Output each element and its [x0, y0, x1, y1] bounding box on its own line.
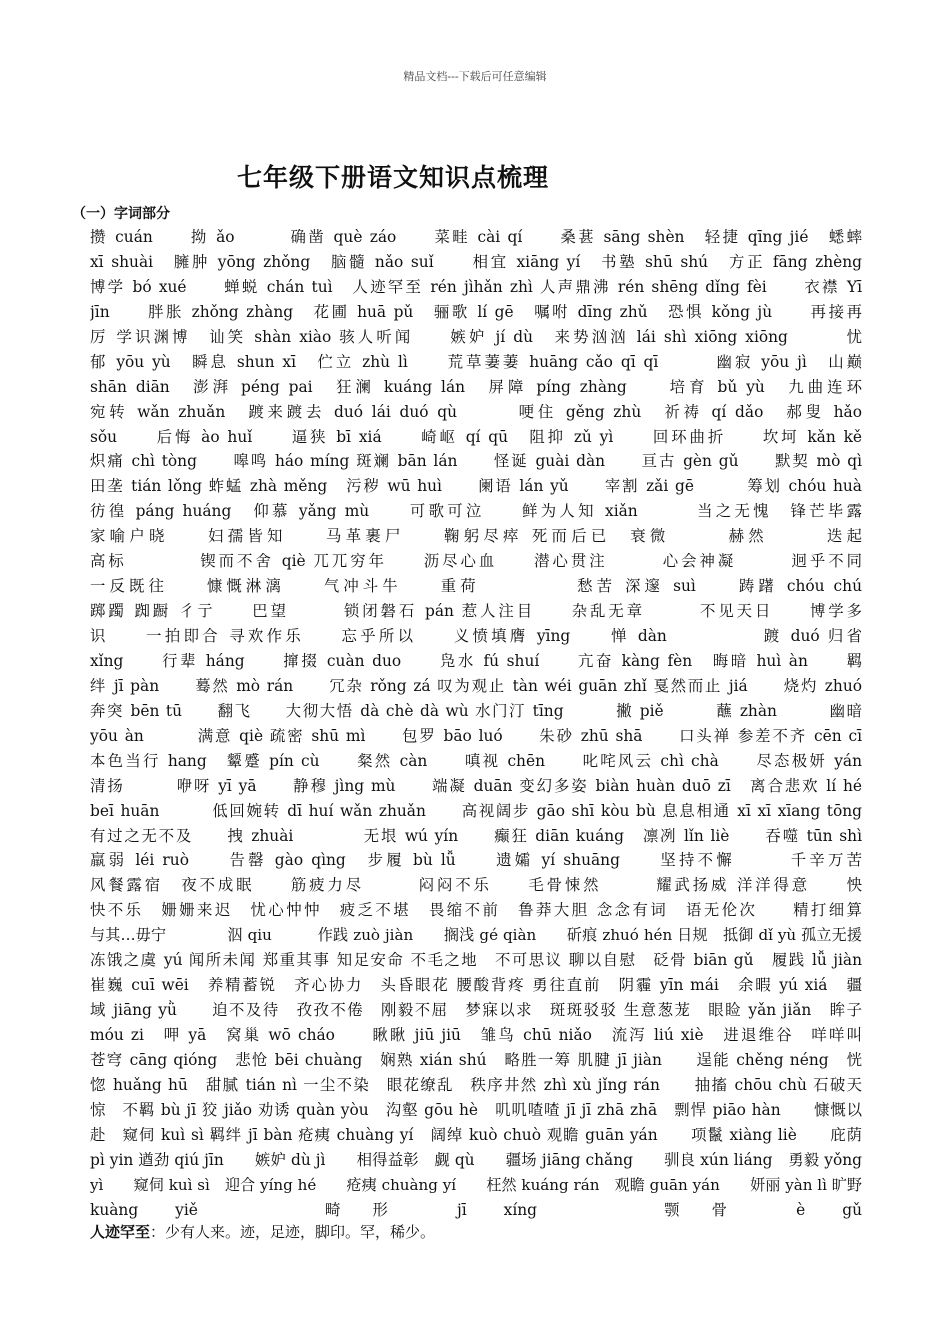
section-heading: （一）字词部分	[72, 206, 170, 222]
vocab-line: yì 窥伺 kuì sì 迎合 yíng hé 疮痍 chuàng yí 枉然 kuáng rán 观瞻 guān yán 妍丽 yàn lì 旷野	[90, 1175, 862, 1194]
vocab-line: jīn 胖胀 zhǒng zhàng 花圃 huā pǔ 骊歌 lí gē 嘱咐 dīng zhǔ 恐惧 kǒng jù 再接再	[90, 302, 862, 321]
vocab-line: 绊 jī pàn 蓦然 mò rán 冗杂 rǒng zá 叹为观止 tàn wéi guān zhǐ 戛然而止 jiá 烧灼 zhuó	[90, 676, 862, 695]
vocab-line: 快不乐 姗姗来迟 忧心忡忡 疲乏不堪 畏缩不前 鲁莽大胆 念念有词 语无伦次 精打细算	[90, 901, 862, 920]
vocab-line: 崔巍 cuī wēi 养精蓄锐 齐心协力 头昏眼花 腰酸背疼 勇往直前 阴霾 yīn mái 余暇 yú xiá 疆	[90, 976, 862, 995]
definition-note	[90, 1221, 435, 1242]
page-title: 七年级下册语文知识点梳理	[237, 163, 550, 192]
vocab-line: sǒu 后悔 ào huǐ 逼狭 bī xiá 崎岖 qí qū 阻抑 zǔ yì 回环曲折 坎坷 kǎn kě	[90, 427, 862, 446]
vocab-line: 域 jiāng yǜ 迫不及待 孜孜不倦 刚毅不屈 梦寐以求 斑斑驳驳 生意葱茏 眼睑 yǎn jiǎn 眸子	[90, 1001, 862, 1020]
vocab-line: 清扬 咿呀 yī yā 静穆 jìng mù 端凝 duān 变幻多姿 biàn huàn duō zī 离合悲欢 lí hé	[90, 776, 862, 795]
page-header: 精品文档---下载后可任意编辑	[403, 70, 547, 83]
vocab-line: 田垄 tián lǒng 蚱蜢 zhà měng 污秽 wū huì 阑语 lán yǔ 宰割 zǎi gē 筹划 chóu huà	[90, 477, 862, 496]
vocab-line: 赴 窥伺 kuì sì 羁绊 jī bàn 疮痍 chuàng yí 阔绰 kuò chuò 观瞻 guān yán 项鬣 xiàng liè 庇荫	[90, 1125, 862, 1144]
vocab-line: 宛转 wǎn zhuǎn 踱来踱去 duó lái duó qù 哽住 gěng zhù 祈祷 qí dǎo 郝叟 hǎo	[90, 402, 862, 421]
vocab-line: 一反既往 慷慨淋漓 气冲斗牛 重荷 愁苦 深邃 suì 踌躇 chóu chú	[90, 577, 862, 596]
vocab-line: beī huān 低回婉转 dī huí wǎn zhuǎn 高视阔步 gāo shī kòu bù 息息相通 xī xī xīang tōng	[90, 801, 862, 820]
vocab-line: 踯躅 踟蹰 彳亍 巴望 锁闭磐石 pán 惹人注目 杂乱无章 不见天日 博学多	[90, 602, 862, 621]
vocab-line: shān diān 澎湃 péng pai 狂澜 kuáng lán 屏障 píng zhàng 培育 bǔ yù 九曲连环	[90, 377, 862, 396]
vocab-line: 羸弱 léi ruò 告罄 gào qìng 步履 bù lǚ 遗孀 yí shuāng 坚持不懈 千辛万苦	[90, 851, 862, 870]
vocab-line: 高标 锲而不舍 qiè 兀兀穷年 沥尽心血 潜心贯注 心会神凝 迥乎不同	[90, 552, 862, 571]
vocab-line: xǐng 行辈 háng 撺掇 cuàn duo 凫水 fú shuí 亢奋 kàng fèn 晦暗 huì àn 羁	[90, 651, 862, 670]
vocab-line: 家喻户晓 妇孺皆知 马革裹尸 鞠躬尽瘁 死而后已 衰微 赫然 迭起	[90, 527, 862, 546]
vocab-line: 惊 不羁 bù jī 狡 jiǎo 劝诱 quàn yòu 沟壑 gōu hè 叽叽喳喳 jī jī zhā zhā 剽悍 piāo hàn 慷慨以	[90, 1100, 862, 1119]
vocab-line: móu zi 呷 yā 窝巢 wō cháo 瞅瞅 jiū jiū 雏鸟 chū niǎo 流泻 liú xiè 进退维谷 咩咩叫	[90, 1026, 862, 1044]
vocabulary-list	[90, 225, 862, 1223]
vocab-line: 攒 cuán 拗 ǎo 确凿 què záo 菜畦 cài qí 桑葚 sāng shèn 轻捷 qīng jié 蟋蟀	[90, 228, 862, 246]
vocab-line: 本色当行 hang 颦蹙 pín cù 粲然 càn 嗔视 chēn 叱咤风云 chì chà 尽态极妍 yán	[90, 751, 862, 770]
vocab-line: 郁 yōu yù 瞬息 shun xī 伫立 zhù lì 荒草萋萋 huāng cǎo qī qī 幽寂 yōu jì 山巅	[90, 352, 862, 371]
vocab-line: 惚 huǎng hū 甜腻 tián nì 一尘不染 眼花缭乱 秩序井然 zhì xù jǐng rán 抽搐 chōu chù 石破天	[90, 1075, 862, 1094]
vocab-line: 风餐露宿 夜不成眠 筋疲力尽 闷闷不乐 毛骨悚然 耀武扬威 洋洋得意 怏	[90, 876, 862, 895]
vocab-line: 冻饿之虞 yú 闻所未闻 郑重其事 知足安命 不毛之地 不可思议 聊以自慰 砭骨 biān gǔ 履践 lǚ jiàn	[90, 951, 862, 970]
vocab-line: 有过之无不及 拽 zhuài 无垠 wú yín 癫狂 diān kuáng 凛冽 lǐn liè 吞噬 tūn shì	[90, 826, 862, 845]
vocab-line: 与其…毋宁 泅 qiu 作践 zuò jiàn 搁浅 gé qiàn 斫痕 zhuó hén 日规 抵御 dǐ yù 孤立无援	[90, 926, 862, 945]
vocab-line: 识 一拍即合 寻欢作乐 忘乎所以 义愤填膺 yīng 惮 dàn 踱 duó 归省	[90, 627, 862, 645]
vocab-line: 炽痛 chì tòng 嗥鸣 háo míng 斑斓 bān lán 怪诞 guài dàn 亘古 gèn gǔ 默契 mò qì	[90, 452, 862, 471]
definition-term: 人迹罕至	[90, 1223, 151, 1241]
vocab-line: kuàng yiě 畸形 jī xíng 颚骨 è gǔ	[90, 1200, 862, 1219]
vocab-line: 博学 bó xué 蝉蜕 chán tuì 人迹罕至 rén jìhǎn zhì 人声鼎沸 rén shēng dǐng fèi 衣襟 Yī	[90, 277, 862, 296]
vocab-line: pì yin 遒劲 qiú jīn 嫉妒 dù jì 相得益彰 觑 qù 疆场 jiāng chǎng 驯良 xún liáng 勇毅 yǒng	[90, 1150, 862, 1169]
vocab-line: 苍穹 cāng qióng 悲怆 bēi chuàng 娴熟 xián shú 略胜一筹 肌腱 jī jiàn 逞能 chěng néng 恍	[90, 1050, 862, 1069]
vocab-line: xī shuài 臃肿 yōng zhǒng 脑髓 nǎo suǐ 相宜 xiāng yí 书塾 shū shú 方正 fāng zhèng	[90, 252, 862, 271]
vocab-line: 厉 学识渊博 讪笑 shàn xiào 骇人听闻 嫉妒 jí dù 来势汹汹 lái shì xiōng xiōng 忧	[90, 327, 862, 346]
definition-text: ：少有人来。迹，足迹，脚印。罕，稀少。	[150, 1223, 436, 1241]
vocab-line: 彷徨 páng huáng 仰慕 yǎng mù 可歌可泣 鲜为人知 xiǎn 当之无愧 锋芒毕露	[90, 502, 862, 521]
vocab-line: yōu àn 满意 qiè 疏密 shū mì 包罗 bāo luó 朱砂 zhū shā 口头禅 参差不齐 cēn cī	[90, 726, 862, 745]
vocab-line: 奔突 bēn tū 翻飞 大彻大悟 dà chè dà wù 水门汀 tīng 撇 piě 蘸 zhàn 幽暗	[90, 701, 862, 720]
